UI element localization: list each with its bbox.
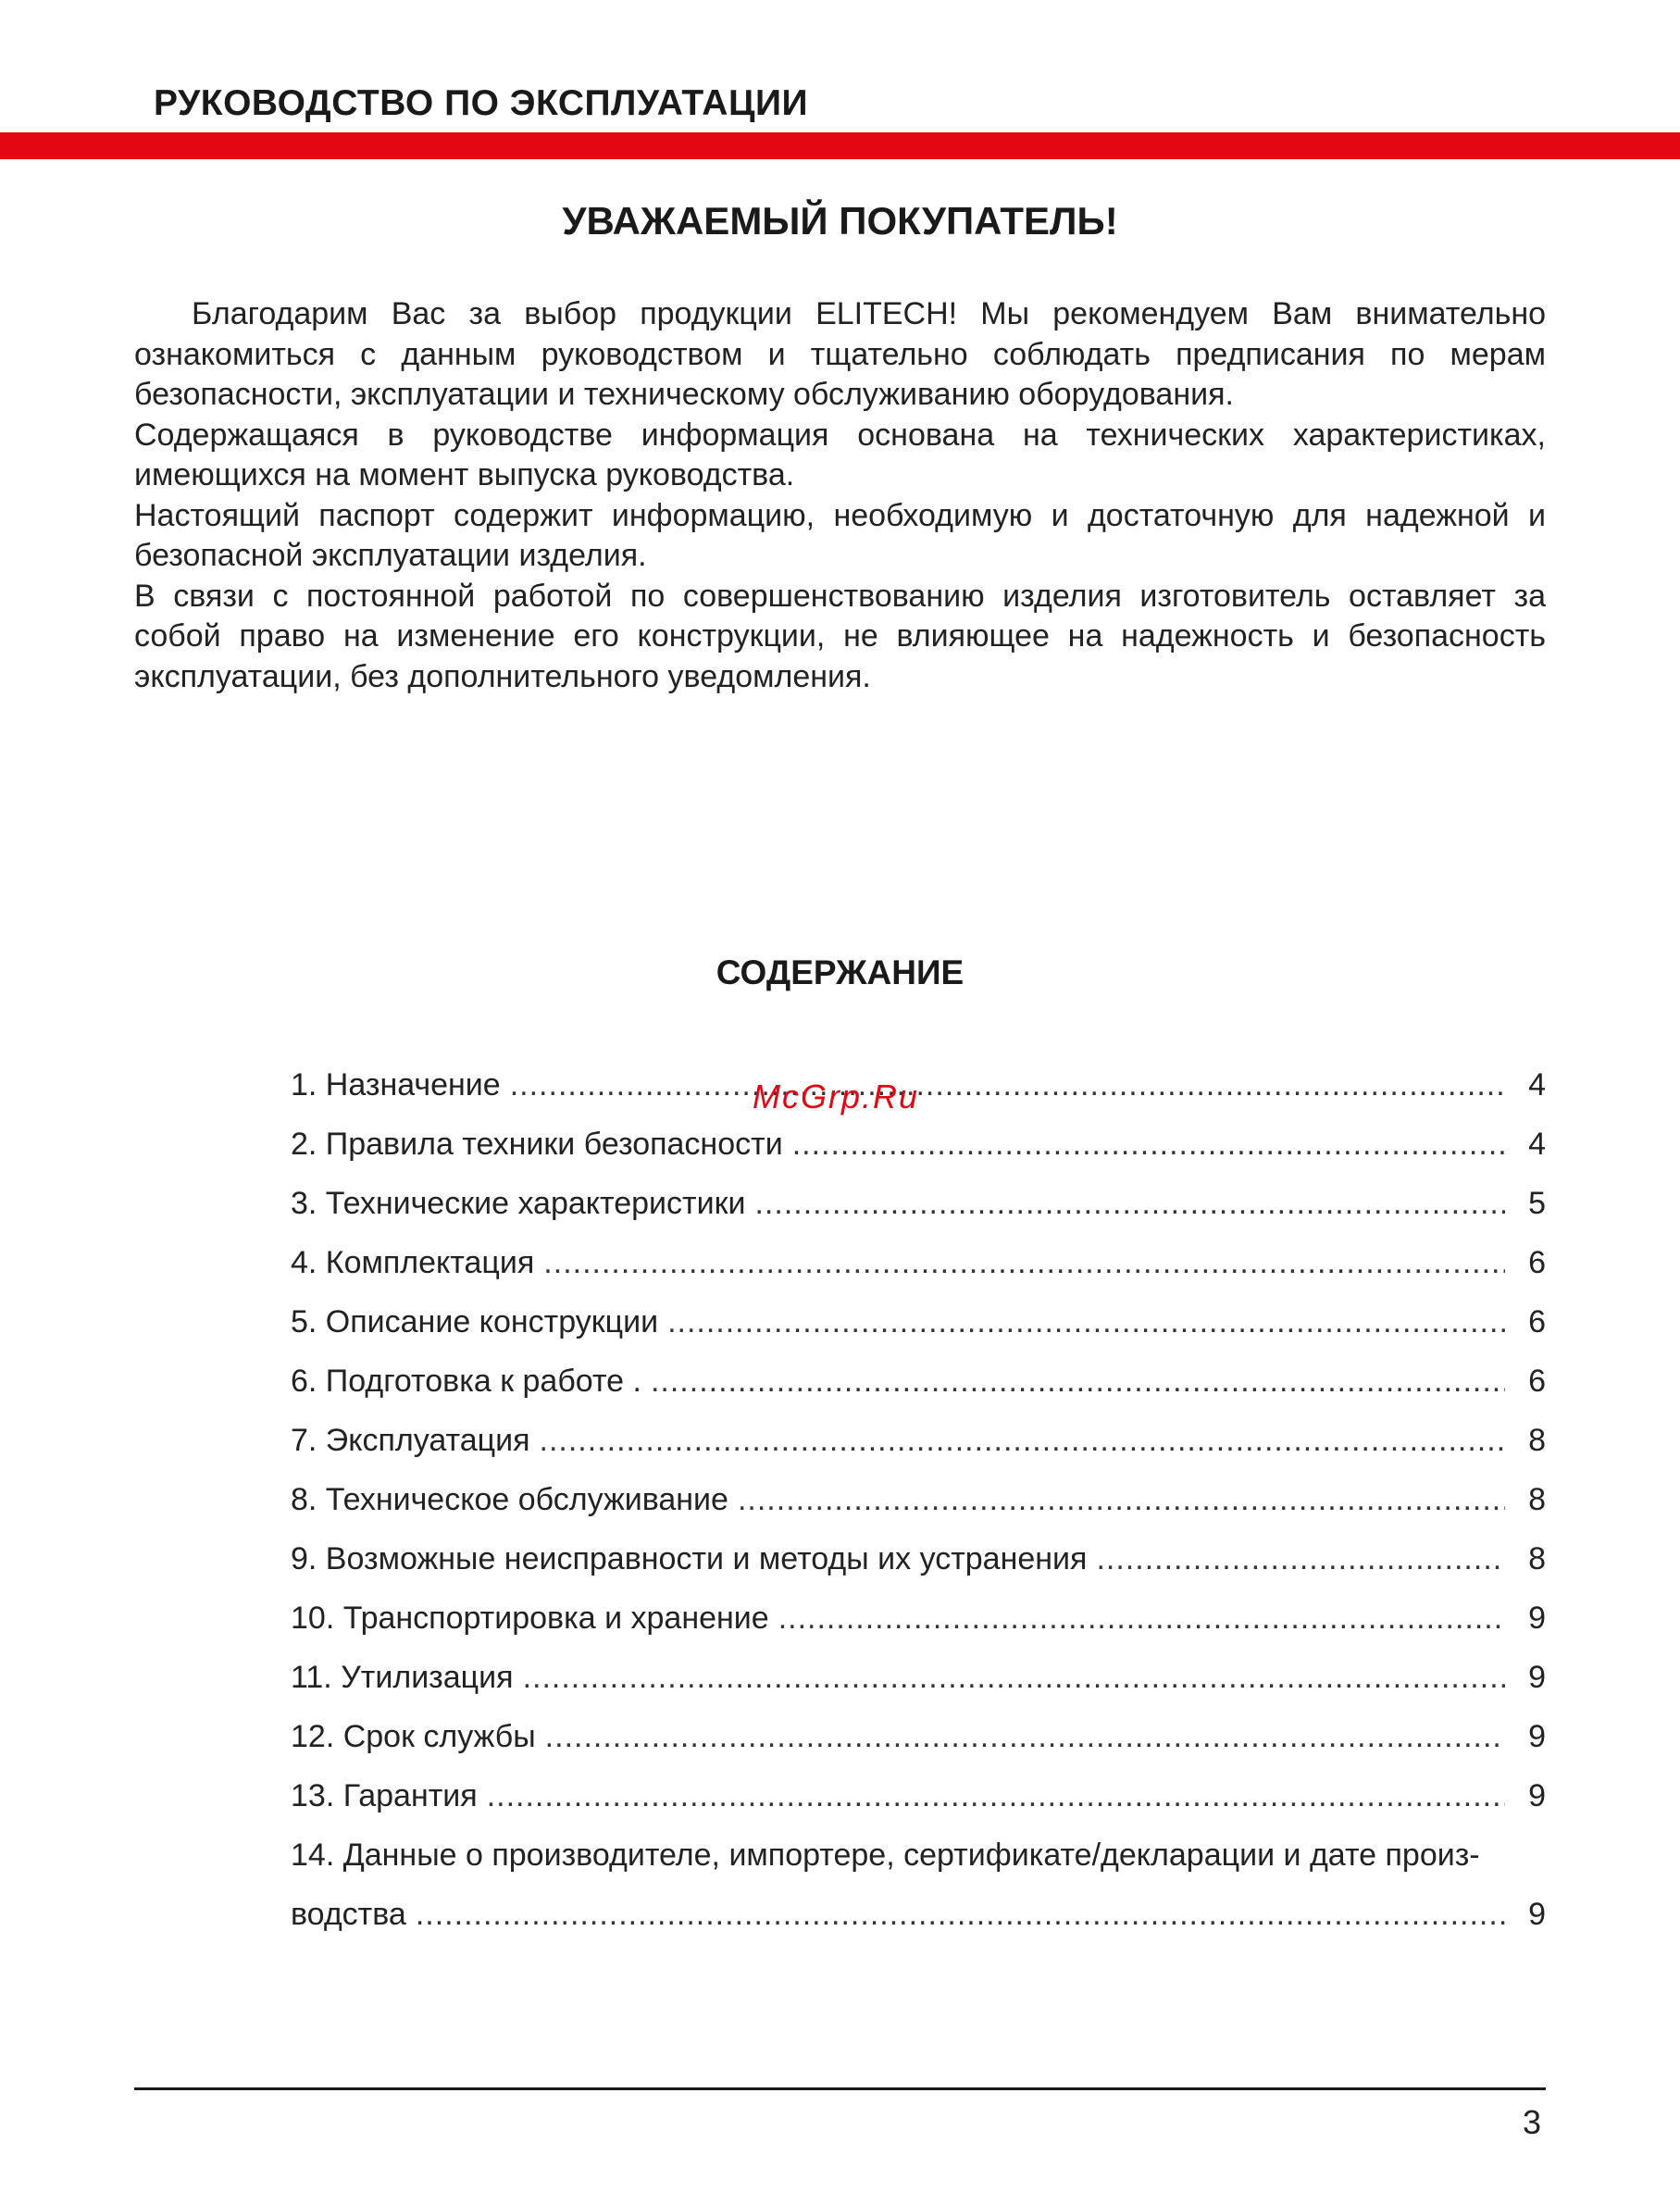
page-number: 3 [1522, 2103, 1541, 2141]
toc-item-page: 5 [1528, 1186, 1546, 1221]
toc-item-label: 7. Эксплуатация [291, 1423, 530, 1458]
toc-item[interactable] [291, 1174, 1546, 1233]
toc-item[interactable] [291, 1529, 1546, 1588]
toc-title: СОДЕРЖАНИЕ [716, 953, 964, 991]
toc-item-label: 3. Технические характеристики [291, 1186, 746, 1221]
toc-item[interactable] [291, 1470, 1546, 1529]
toc-item[interactable] [291, 1411, 1546, 1470]
toc-item[interactable] [291, 1352, 1546, 1411]
toc-item-label: 12. Срок службы [291, 1719, 536, 1754]
toc-dot-leader [523, 1648, 1505, 1707]
toc-item-page: 9 [1528, 1719, 1546, 1754]
toc-item-page: 6 [1528, 1245, 1546, 1280]
toc-item-label: 6. Подготовка к работе . [291, 1364, 641, 1399]
toc-dot-leader [416, 1885, 1505, 1944]
greeting-heading: УВАЖАЕМЫЙ ПОКУПАТЕЛЬ! [562, 199, 1118, 243]
intro-paragraph: В связи с постоянной работой по совершенствованию изделия изготовитель оставляет за собой право на изменение его конструкции, не влияющее на надежность и безопасность эксплуатации, без дополнительного уведомления. [134, 578, 1546, 694]
toc-item[interactable] [291, 1292, 1546, 1352]
toc-item-page: 9 [1528, 1778, 1546, 1813]
toc-item-label: 10. Транспортировка и хранение [291, 1601, 769, 1636]
toc-dot-leader [667, 1292, 1505, 1352]
toc-item-page: 9 [1528, 1660, 1546, 1695]
toc-item-label-line1: 14. Данные о производителе, импортере, сертификате/декларации и дате произ- [291, 1838, 1480, 1873]
toc-item-page: 9 [1528, 1601, 1546, 1636]
toc-item[interactable] [291, 1233, 1546, 1292]
watermark-text: McGrp.Ru [753, 1078, 920, 1115]
toc-item-label-line2: водства [291, 1897, 406, 1932]
toc-item-last-line [291, 1885, 1546, 1944]
toc-item-page: 8 [1528, 1482, 1546, 1517]
toc-item-page: 8 [1528, 1541, 1546, 1576]
toc-dot-leader [540, 1411, 1505, 1470]
header-accent-bar [0, 132, 1680, 159]
toc-item-page: 4 [1528, 1127, 1546, 1162]
intro-paragraph: Содержащаяся в руководстве информация основана на технических характеристиках, имеющихся на момент выпуска руководства. [134, 417, 1546, 492]
toc-item-page: 4 [1528, 1067, 1546, 1102]
toc-dot-leader [543, 1233, 1505, 1292]
toc-item[interactable] [291, 1707, 1546, 1766]
toc-item-label: 13. Гарантия [291, 1778, 478, 1813]
toc-dot-leader [1096, 1529, 1505, 1588]
toc-item-label: 2. Правила техники безопасности [291, 1127, 783, 1162]
toc-item-page: 6 [1528, 1364, 1546, 1399]
toc-item-page: 9 [1528, 1897, 1546, 1932]
toc-dot-leader [754, 1174, 1505, 1233]
toc-item-multiline[interactable] [291, 1825, 1546, 1944]
toc-item[interactable] [291, 1766, 1546, 1825]
toc-item-label: 5. Описание конструкции [291, 1304, 659, 1339]
toc-item-label: 9. Возможные неисправности и методы их устранения [291, 1541, 1088, 1576]
toc-dot-leader [651, 1352, 1505, 1411]
table-of-contents [291, 1055, 1546, 1944]
toc-item-label: 11. Утилизация [291, 1660, 514, 1695]
toc-dot-leader [792, 1115, 1505, 1174]
toc-item-label: 1. Назначение [291, 1067, 501, 1102]
toc-dot-leader [545, 1707, 1505, 1766]
toc-item[interactable] [291, 1588, 1546, 1648]
intro-paragraph: Благодарим Вас за выбор продукции ELITECH! Мы рекомендуем Вам внимательно ознакомиться с данным руководством и тщательно соблюдать предписания по мерам безопасности, эксплуатации и техническому обслуживанию оборудования. [134, 296, 1546, 412]
document-header-title: РУКОВОДСТВО ПО ЭКСПЛУАТАЦИИ [154, 83, 809, 123]
footer-divider [134, 2087, 1546, 2090]
toc-item-label: 4. Комплектация [291, 1245, 535, 1280]
toc-dot-leader [738, 1470, 1505, 1529]
toc-item-page: 8 [1528, 1423, 1546, 1458]
toc-item[interactable] [291, 1648, 1546, 1707]
intro-paragraph: Настоящий паспорт содержит информацию, необходимую и достаточную для надежной и безопасной эксплуатации изделия. [134, 497, 1546, 573]
toc-item-label: 8. Техническое обслуживание [291, 1482, 728, 1517]
toc-dot-leader [487, 1766, 1505, 1825]
intro-text [134, 294, 1546, 697]
toc-item[interactable] [291, 1115, 1546, 1174]
toc-item-page: 6 [1528, 1304, 1546, 1339]
toc-dot-leader [510, 1055, 1505, 1115]
toc-dot-leader [778, 1588, 1505, 1648]
